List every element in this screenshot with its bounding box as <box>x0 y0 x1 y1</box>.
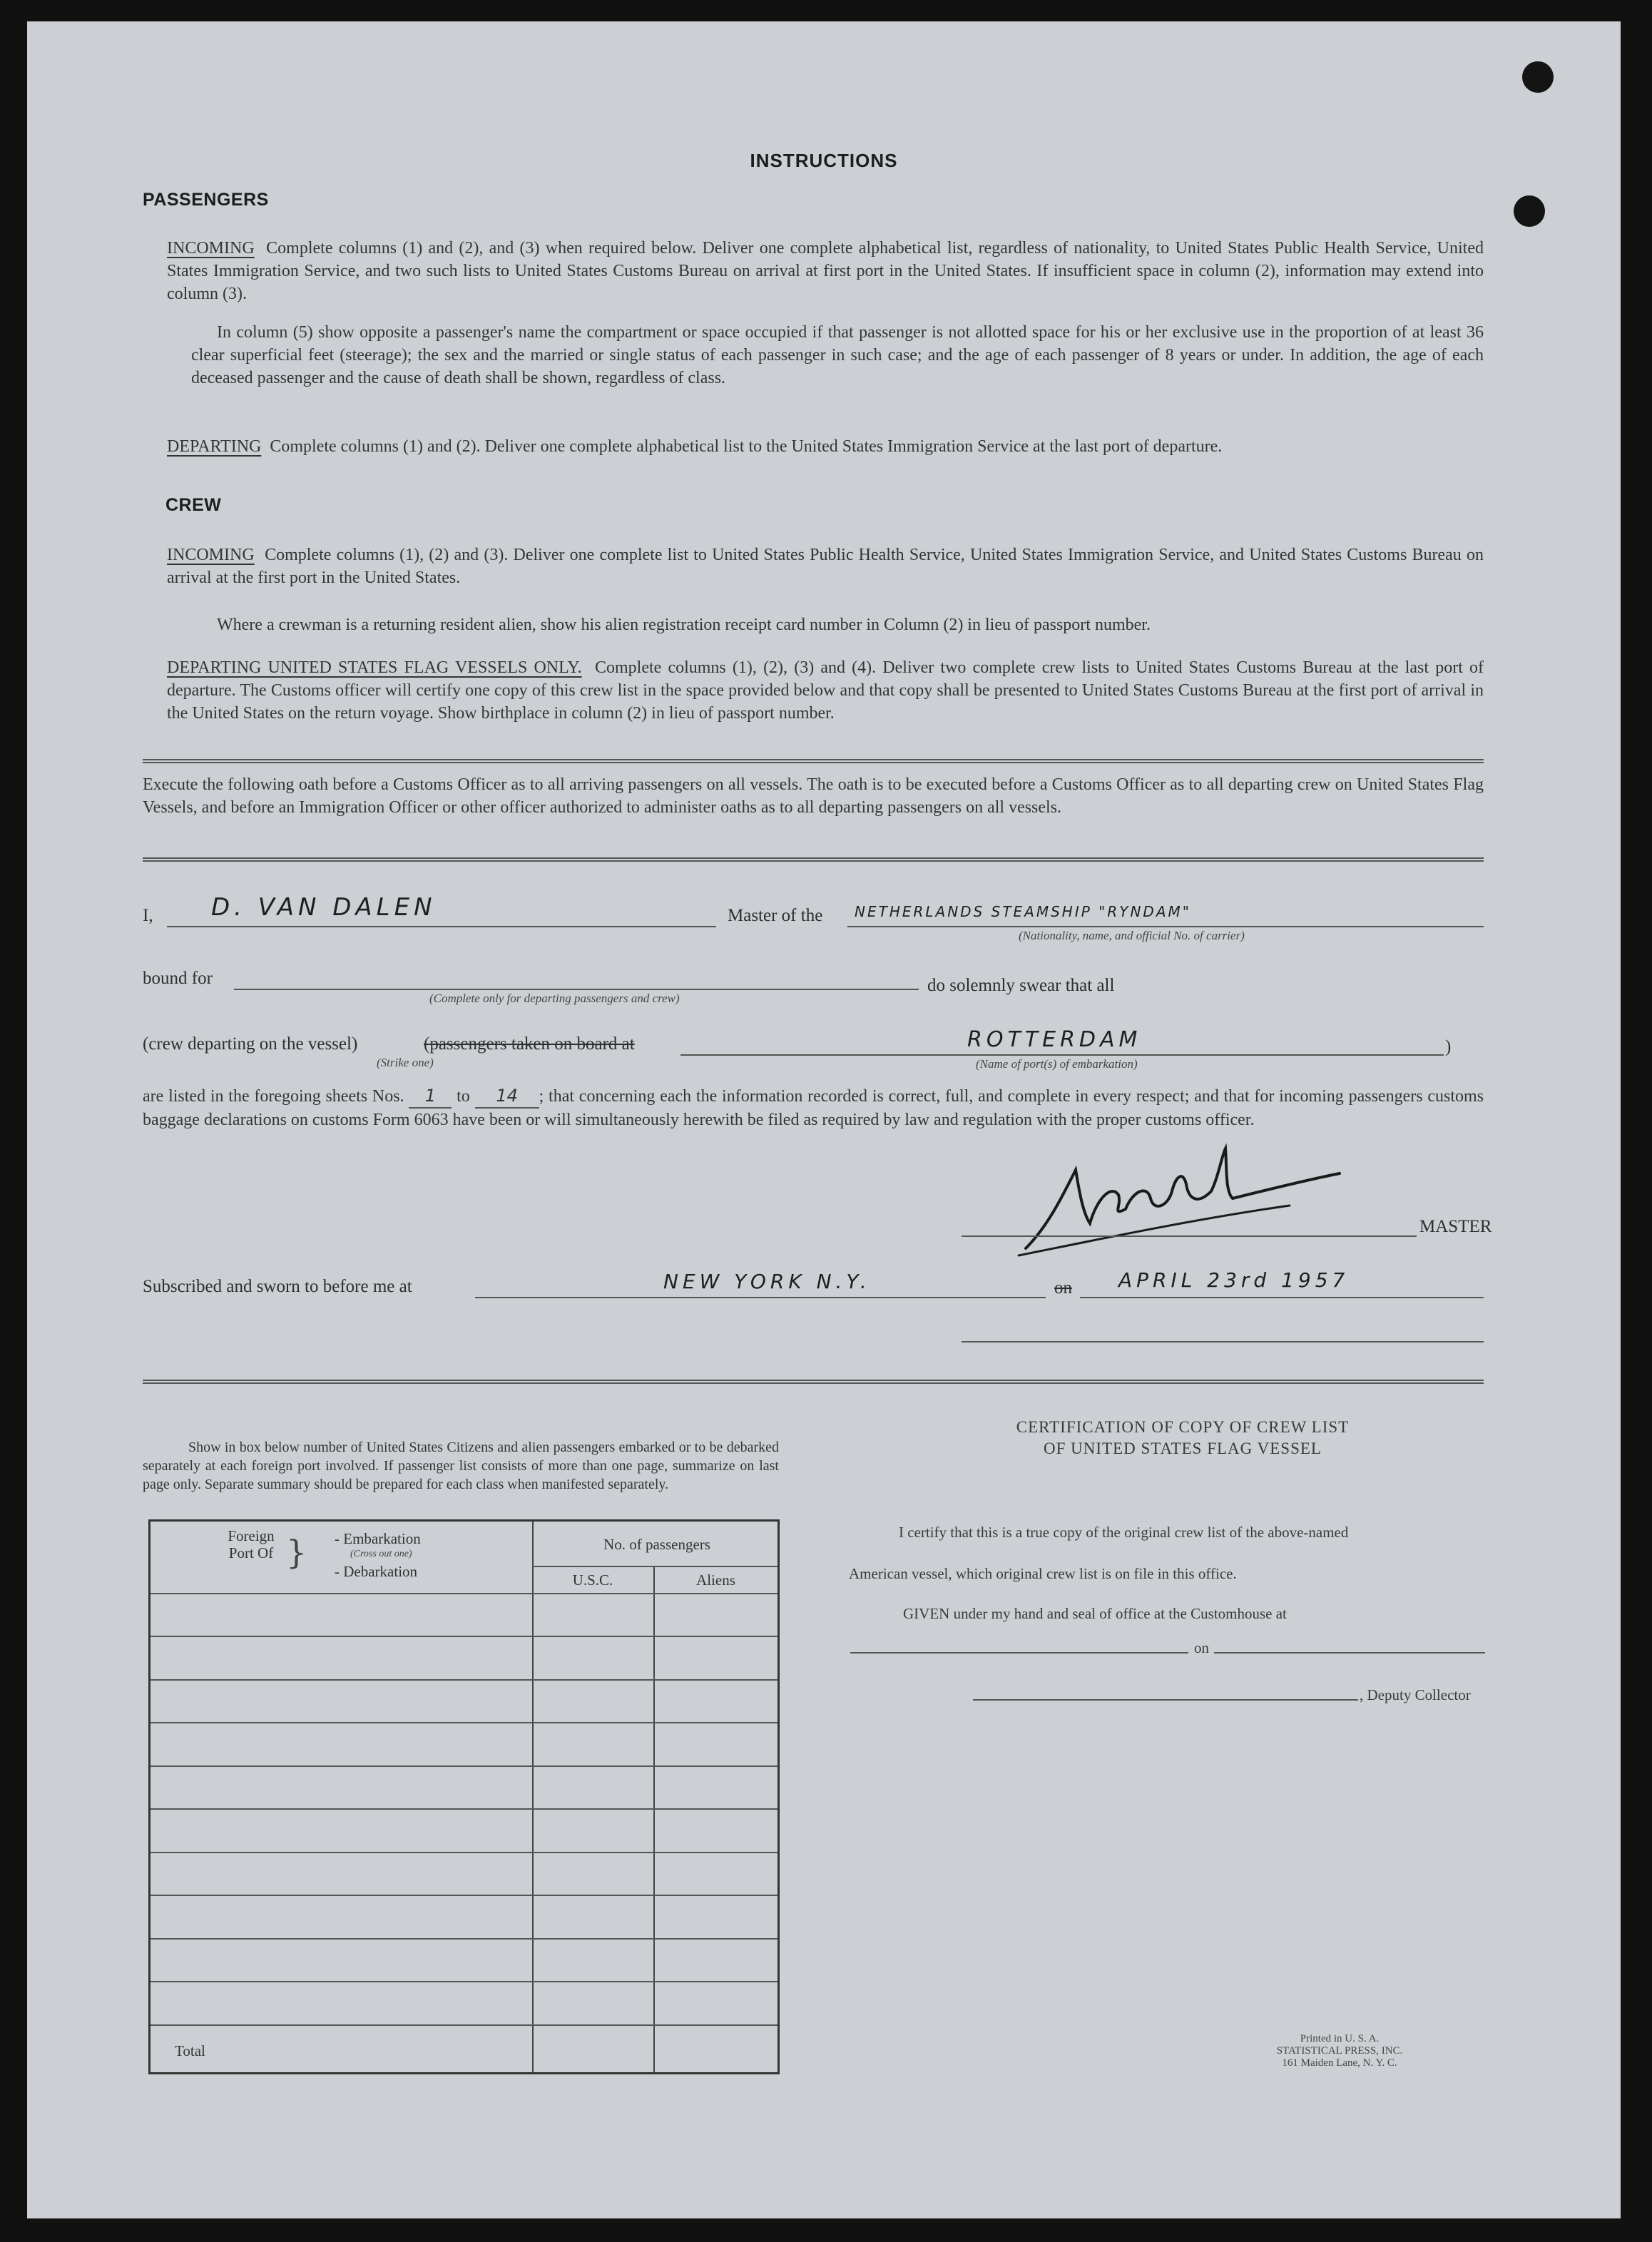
passenger-summary-box <box>148 1519 780 2074</box>
crew-departing-option: (crew departing on the vessel) <box>143 1034 358 1054</box>
column-divider <box>653 1566 655 2072</box>
printer-imprint <box>1233 2033 1447 2069</box>
swear-text: do solemnly swear that all <box>927 976 1115 995</box>
master-of-label: Master of the <box>728 906 823 925</box>
printer-line-3: 161 Maiden Lane, N. Y. C. <box>1282 2057 1397 2069</box>
divider <box>143 1380 1484 1384</box>
summary-note <box>143 1438 779 1494</box>
printer-line-1: Printed in U. S. A. <box>1300 2033 1380 2044</box>
certification-date-line <box>1214 1652 1485 1654</box>
master-signature <box>1004 1141 1418 1263</box>
passengers-departing-paragraph <box>167 435 1484 458</box>
incoming-label: INCOMING <box>167 239 255 258</box>
foreign-port-of-label: Foreign Port Of <box>228 1527 275 1561</box>
table-row-divider <box>151 1765 777 1767</box>
sworn-place-line <box>475 1297 1046 1298</box>
aliens-header: Aliens <box>696 1571 735 1589</box>
passengers-departing-text: Complete columns (1) and (2). Deliver one complete alphabetical list to the United States Immigration Service at the last port of departure. <box>270 437 1223 456</box>
document-page <box>27 21 1621 2218</box>
cross-out-caption: (Cross out one) <box>350 1549 412 1559</box>
table-row-divider <box>151 1938 777 1940</box>
i-label: I, <box>143 906 153 925</box>
master-signature-line <box>962 1235 1417 1237</box>
carrier-line <box>847 926 1484 927</box>
port-line <box>680 1054 1444 1056</box>
officer-signature-line <box>962 1341 1484 1342</box>
summary-note-text: Show in box below number of United States Citizens and alien passengers embarked or to be debarked separately at each foreign port involved. If passenger list consists of more than one page, summarize on last page only. Separate summary should be prepared for each class when manifested separately. <box>143 1440 779 1492</box>
bound-for-caption: (Complete only for departing passengers and crew) <box>429 992 680 1005</box>
port-name: ROTTERDAM <box>967 1027 1142 1052</box>
certification-line-2: American vessel, which original crew list is on file in this office. <box>849 1565 1237 1582</box>
to-label: to <box>457 1087 470 1106</box>
embarkation-label: - Embarkation <box>335 1530 421 1547</box>
certification-heading-1: CERTIFICATION OF COPY OF CREW LIST <box>1016 1418 1350 1436</box>
master-label: MASTER <box>1419 1217 1492 1236</box>
sheet-from: 1 <box>409 1084 452 1109</box>
passengers-option-struck: (passengers taken on board at <box>424 1034 635 1054</box>
column5-paragraph: In column (5) show opposite a passenger's name the compartment or space occupied if that passenger is not allotted space for his or her exclusive use in the proportion of at least 36 clear superficial feet (steerage); the sex and the married or single status of each passenger in such case; and the age of each passenger of 8 years or under. In addition, the age of each deceased passenger and the cause of death shall be shown, regardless of class. <box>191 323 1484 387</box>
no-of-passengers-header: No. of passengers <box>603 1536 710 1553</box>
table-row-divider <box>151 1636 777 1637</box>
brace: } <box>286 1533 307 1571</box>
total-label: Total <box>175 2042 205 2059</box>
carrier-caption: (Nationality, name, and official No. of carrier) <box>1019 929 1245 942</box>
port-caption: (Name of port(s) of embarkation) <box>976 1057 1138 1071</box>
certification-on-label: on <box>1194 1639 1209 1656</box>
crew-incoming-text: Complete columns (1), (2) and (3). Deliver one complete list to United States Public Health Service, United States Immigration Service, and United States Customs Bureau on arrival at the first port in the United States. <box>167 546 1484 587</box>
table-row-divider <box>151 1722 777 1723</box>
oath-intro: Execute the following oath before a Customs Officer as to all arriving passengers on all vessels. The oath is to be executed before a Customs Officer as to all departing crew on United States Flag Vessels, and before an Immigration Officer or other officer authorized to administer oaths as to all departing passengers on all vessels. <box>143 775 1484 817</box>
departing-label: DEPARTING <box>167 437 262 456</box>
punch-hole <box>1522 61 1554 93</box>
listed-paragraph <box>143 1084 1484 1131</box>
crew-incoming-paragraph <box>167 544 1484 589</box>
passengers-heading: PASSENGERS <box>143 190 269 210</box>
table-row-divider <box>151 1808 777 1810</box>
debarkation-label: - Debarkation <box>335 1563 418 1580</box>
master-name-line <box>167 926 716 927</box>
crew-departing-paragraph <box>167 656 1484 725</box>
sworn-date-line <box>1080 1297 1484 1298</box>
crew-heading: CREW <box>165 495 222 515</box>
table-row-divider <box>151 1593 777 1594</box>
punch-hole <box>1514 195 1545 227</box>
table-row-divider <box>151 1981 777 1982</box>
table-row-divider <box>151 2024 777 2026</box>
table-row-divider <box>151 1852 777 1853</box>
printer-line-2: STATISTICAL PRESS, INC. <box>1276 2045 1403 2057</box>
resident-alien-paragraph: Where a crewman is a returning resident alien, show his alien registration receipt card number in Column (2) in lieu of passport number. <box>217 616 1151 634</box>
divider <box>143 759 1484 763</box>
passengers-incoming-paragraph <box>167 237 1484 305</box>
bound-for-label: bound for <box>143 969 213 988</box>
sworn-place: NEW YORK N.Y. <box>663 1270 871 1293</box>
header-divider <box>532 1566 777 1567</box>
instructions-title: INSTRUCTIONS <box>750 150 898 171</box>
passengers-incoming-text: Complete columns (1) and (2), and (3) when required below. Deliver one complete alphabetical list, regardless of nationality, to United States Public Health Service, United States Immigration Service, and two such lists to United States Customs Bureau on arrival at first port in the United States. If insufficient space in column (2), information may extend into column (3). <box>167 239 1484 303</box>
concerning-text: ; that concerning each the information recorded is correct, full, and complete in every respect; and that for incoming passengers customs baggage declarations on customs Form 6063 have been or will simultaneously herewith be filed as required by law and regulation with the proper customs officer. <box>143 1087 1484 1129</box>
strike-caption: (Strike one) <box>377 1056 434 1069</box>
crew-departing-text: Complete columns (1), (2), (3) and (4). Deliver two complete crew lists to United States Customs Bureau at the last port of departure. The Customs officer will certify one copy of this crew list in the space provided below and that copy shall be presented to United States Customs Bureau at the first port of arrival in the United States on the return voyage. Show birthplace in column (2) in lieu of passport number. <box>167 658 1484 723</box>
sworn-date: APRIL 23rd 1957 <box>1118 1268 1350 1292</box>
usc-header: U.S.C. <box>572 1571 613 1589</box>
deputy-collector-line <box>973 1699 1358 1701</box>
sheet-to: 14 <box>475 1084 539 1109</box>
subscribed-label: Subscribed and sworn to before me at <box>143 1277 412 1296</box>
certification-heading-2: OF UNITED STATES FLAG VESSEL <box>1044 1440 1322 1457</box>
carrier-name: NETHERLANDS STEAMSHIP "RYNDAM" <box>855 903 1191 920</box>
crew-departing-label: DEPARTING UNITED STATES FLAG VESSELS ONLY. <box>167 658 582 677</box>
listed-text: are listed in the foregoing sheets Nos. <box>143 1087 404 1106</box>
table-row-divider <box>151 1895 777 1896</box>
table-row-divider <box>151 1679 777 1681</box>
crew-incoming-label: INCOMING <box>167 546 255 564</box>
certification-line-3: GIVEN under my hand and seal of office at the Customhouse at <box>903 1605 1287 1622</box>
certification-line-1: I certify that this is a true copy of the original crew list of the above-named <box>899 1524 1349 1541</box>
master-name: D. VAN DALEN <box>211 893 437 922</box>
close-paren: ) <box>1445 1037 1452 1056</box>
bound-for-line <box>234 989 919 990</box>
column-divider <box>532 1522 534 2072</box>
customhouse-line <box>850 1652 1188 1654</box>
divider <box>143 857 1484 862</box>
on-label: on <box>1054 1278 1072 1298</box>
deputy-collector-label: , Deputy Collector <box>1360 1686 1471 1703</box>
